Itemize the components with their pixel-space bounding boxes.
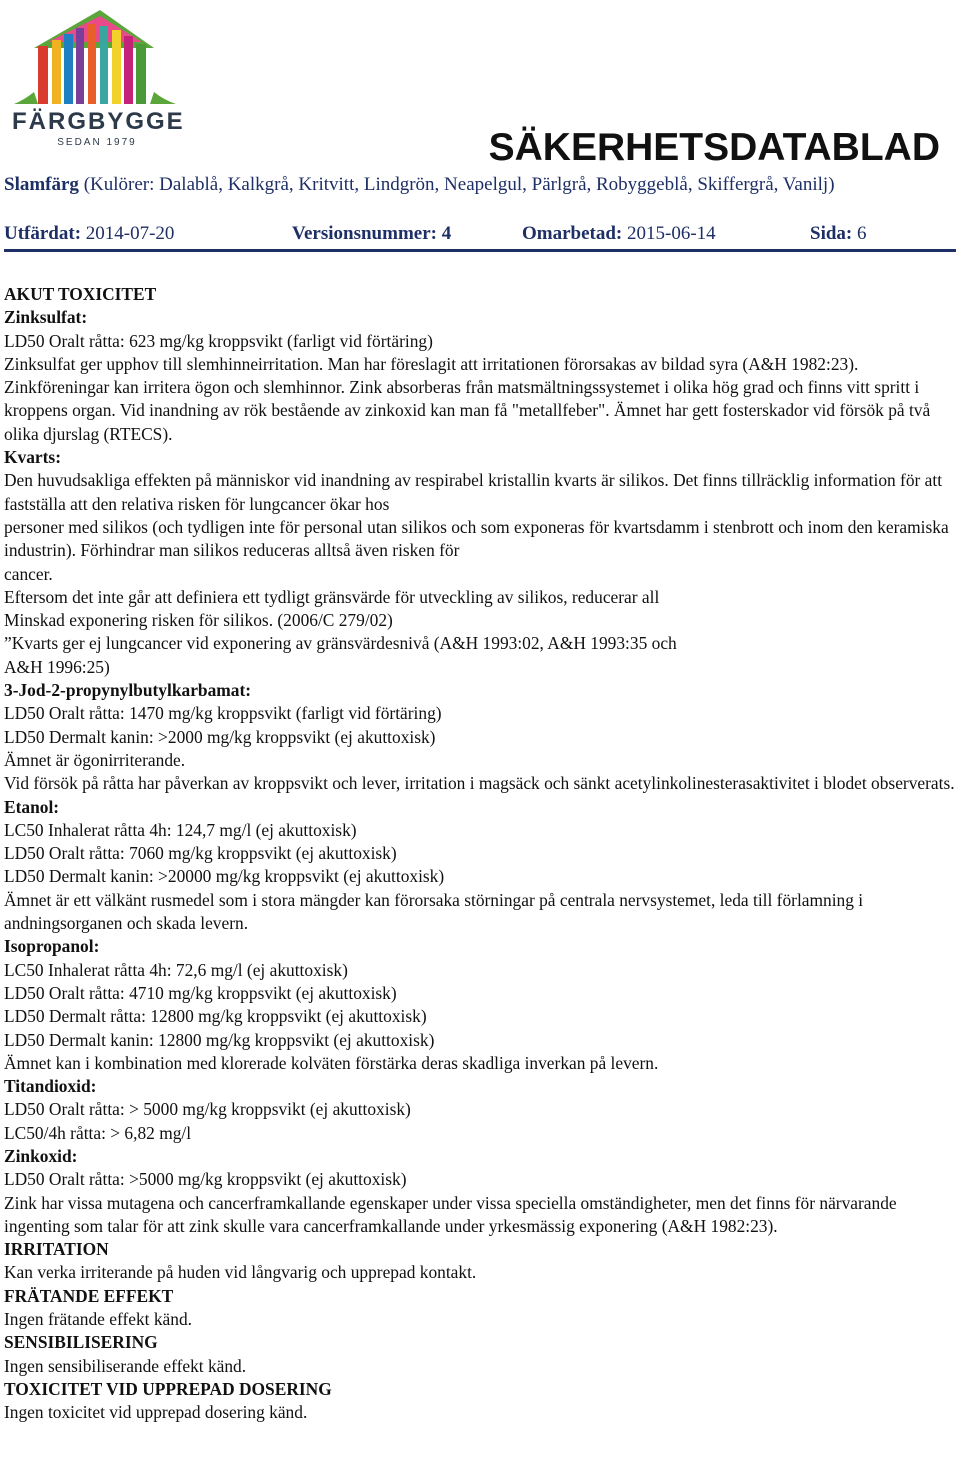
issued-value: 2014-07-20 [85, 223, 175, 244]
paragraph-line: LD50 Dermalt kanin: >20000 mg/kg kroppsvikt (ej akuttoxisk) [4, 866, 445, 887]
product-details: (Kulörer: Dalablå, Kalkgrå, Kritvitt, Lindgrön, Neapelgul, Pärlgrå, Robyggeblå, Skiffergrå, Vanilj) [83, 174, 835, 195]
paragraph-line: cancer. [4, 563, 53, 584]
paragraph-line: LD50 Oralt råtta: 7060 mg/kg kroppsvikt (ej akuttoxisk) [4, 843, 397, 864]
paragraph-line: LD50 Oralt råtta: 4710 mg/kg kroppsvikt (ej akuttoxisk) [4, 982, 397, 1003]
section-heading: FRÄTANDE EFFEKT [4, 1285, 174, 1306]
paragraph-line: LD50 Dermalt kanin: 12800 mg/kg kroppsvikt (ej akuttoxisk) [4, 1029, 435, 1050]
paragraph-line: LD50 Oralt råtta: >5000 mg/kg kroppsvikt (ej akuttoxisk) [4, 1169, 407, 1190]
company-logo [4, 6, 184, 146]
revised-field [522, 223, 716, 245]
document-meta [4, 223, 956, 249]
version-field [292, 223, 451, 245]
house-logo-icon [4, 6, 184, 116]
section-heading: Zinksulfat: [4, 307, 88, 328]
paragraph-line: Ämnet kan i kombination med klorerade kolväten förstärka deras skadliga inverkan på levern. [4, 1052, 659, 1073]
paragraph-line: Ingen toxicitet vid upprepad dosering känd. [4, 1402, 308, 1423]
document-header [0, 0, 960, 255]
section-heading: Isopropanol: [4, 936, 100, 957]
paragraph-line: Minskad exponering risken för silikos. (2006/C 279/02) [4, 610, 393, 631]
paragraph-line: personer med silikos (och tydligen inte för personal utan silikos och som exponeras för kvartsdamm i stenbrott och inom den keramiska industrin). Förhindrar man silikos reduceras alltså även risken för [4, 516, 949, 561]
section-heading: Kvarts: [4, 447, 61, 468]
paragraph-line: Zink har vissa mutagena och cancerframkallande egenskaper under vissa speciella omständigheter, men det finns för närvarande ingenting som talar för att zink skulle vara cancerframkallande under yrkesmässig exponering (A&H 1982:23). [4, 1192, 897, 1236]
header-divider [4, 249, 956, 252]
paragraph-line: LD50 Dermalt kanin: >2000 mg/kg kroppsvikt (ej akuttoxisk) [4, 726, 436, 747]
paragraph-line: Vid försök på råtta har påverkan av kroppsvikt och lever, irritation i magsäck och sänkt acetylinkolinesterasaktivitet i blodet observerats. [4, 773, 955, 794]
issued-label: Utfärdat: [4, 223, 82, 244]
paragraph-line: Zinksulfat ger upphov till slemhinneirritation. Man har föreslagit att irritationen förorsakas av bildad syra (A&H 1982:23). Zinkföreningar kan irritera ögon och slemhinnor. Zink absorberas från matsmältningssystemet i olika hög grad och finns vitt spritt i kroppens organ. Vid inandning av rök bestående av zinkoxid kan man få "metallfeber". Ämnet har gett fosterskador vid försök på två olika djurslag (RTECS). [4, 353, 931, 444]
page-label: Sida: [810, 223, 853, 244]
paragraph-line: ”Kvarts ger ej lungcancer vid exponering av gränsvärdesnivå (A&H 1993:02, A&H 1993:35 och [4, 633, 677, 654]
paragraph-line: LD50 Oralt råtta: > 5000 mg/kg kroppsvikt (ej akuttoxisk) [4, 1099, 411, 1120]
paragraph-line: Ämnet är ögonirriterande. [4, 749, 186, 770]
paragraph-line: Eftersom det inte går att definiera ett tydligt gränsvärde för utveckling av silikos, reducerar all [4, 586, 660, 607]
section-heading: Etanol: [4, 796, 60, 817]
paragraph-line: LD50 Oralt råtta: 1470 mg/kg kroppsvikt (farligt vid förtäring) [4, 703, 442, 724]
logo-wordmark: FÄRGBYGGE [12, 108, 185, 135]
paragraph-line: Ämnet är ett välkänt rusmedel som i stora mängder kan förorsaka störningar på centrala nervsystemet, leda till förlamning i andningsorganen och skada levern. [4, 889, 864, 934]
section-heading: Zinkoxid: [4, 1145, 78, 1166]
revised-value: 2015-06-14 [627, 223, 716, 244]
logo-tagline: SEDAN 1979 [57, 137, 137, 148]
paragraph-line: Ingen sensibiliserande effekt känd. [4, 1355, 247, 1376]
document-title: SÄKERHETSDATABLAD [488, 126, 940, 169]
product-name: Slamfärg [4, 174, 79, 195]
product-line [4, 172, 956, 197]
paragraph-line: Den huvudsakliga effekten på människor vid inandning av respirabel kristallin kvarts är silikos. Det finns tillräcklig information för att fastställa att den relativa risken för lungcancer ökar hos [4, 470, 943, 514]
version-label: Versionsnummer: [292, 223, 437, 244]
paragraph-line: LC50/4h råtta: > 6,82 mg/l [4, 1122, 192, 1143]
page-field [810, 223, 867, 245]
version-value: 4 [441, 223, 452, 244]
paragraph-line: Ingen frätande effekt känd. [4, 1309, 192, 1330]
paragraph-line: LC50 Inhalerat råtta 4h: 124,7 mg/l (ej akuttoxisk) [4, 819, 357, 840]
page-value: 6 [857, 223, 867, 244]
revised-label: Omarbetad: [522, 223, 623, 244]
section-heading: SENSIBILISERING [4, 1332, 158, 1353]
issued-field [4, 223, 174, 245]
paragraph-line: A&H 1996:25) [4, 656, 110, 677]
section-heading: TOXICITET VID UPPREPAD DOSERING [4, 1378, 332, 1399]
section-heading: IRRITATION [4, 1239, 109, 1260]
paragraph-line: LD50 Oralt råtta: 623 mg/kg kroppsvikt (farligt vid förtäring) [4, 330, 433, 351]
paragraph-line: Kan verka irriterande på huden vid långvarig och upprepad kontakt. [4, 1262, 477, 1283]
section-heading: Titandioxid: [4, 1076, 97, 1097]
section-heading: 3-Jod-2-propynylbutylkarbamat: [4, 680, 252, 701]
paragraph-line: LD50 Dermalt råtta: 12800 mg/kg kroppsvikt (ej akuttoxisk) [4, 1006, 427, 1027]
paragraph-line: LC50 Inhalerat råtta 4h: 72,6 mg/l (ej akuttoxisk) [4, 959, 348, 980]
toxicity-section [4, 283, 956, 1425]
section-heading: AKUT TOXICITET [4, 284, 157, 304]
